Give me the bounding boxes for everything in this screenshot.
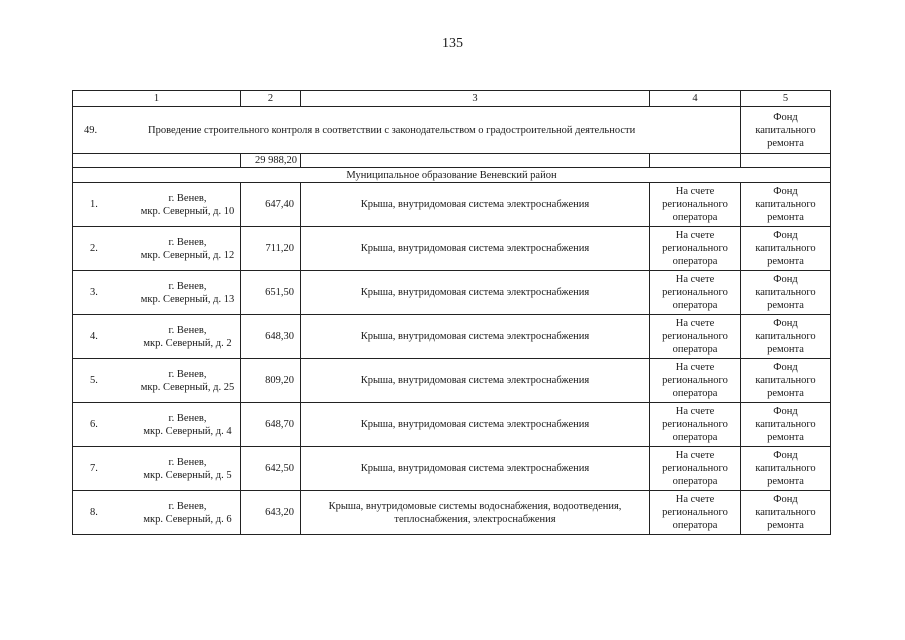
row-address-line: мкр. Северный, д. 10 xyxy=(140,205,235,217)
row-area: 648,70 xyxy=(241,403,301,447)
row-address xyxy=(138,236,237,262)
row-account-line: регионального xyxy=(662,199,728,210)
row-work-type xyxy=(301,315,650,359)
column-number-row xyxy=(73,91,831,107)
row-account xyxy=(650,491,741,535)
row-address xyxy=(138,412,237,438)
row-account xyxy=(650,183,741,227)
table-row xyxy=(73,491,831,535)
row-work-type xyxy=(301,447,650,491)
row-cell-address xyxy=(73,447,241,491)
row-account-line: На счете xyxy=(675,406,715,417)
item-49-sum-row xyxy=(73,154,831,168)
row-address-line: г. Венев, xyxy=(168,192,207,204)
row-number: 6. xyxy=(90,419,98,430)
row-address xyxy=(138,500,237,526)
row-account-line: оператора xyxy=(672,256,718,267)
row-fund-line: ремонта xyxy=(767,432,804,443)
row-account xyxy=(650,359,741,403)
row-work-type-line: теплоснабжения, электроснабжения xyxy=(394,513,556,525)
row-account-line: На счете xyxy=(675,186,715,197)
row-account-line: На счете xyxy=(675,494,715,505)
row-cell-address xyxy=(73,491,241,535)
row-address xyxy=(138,456,237,482)
row-address-line: г. Венев, xyxy=(168,280,207,292)
row-cell-address xyxy=(73,227,241,271)
table-row xyxy=(73,403,831,447)
row-fund xyxy=(741,403,831,447)
row-address-line: мкр. Северный, д. 5 xyxy=(143,469,232,481)
row-account-line: На счете xyxy=(675,362,715,373)
row-work-type-line: Крыша, внутридомовая система электроснабжения xyxy=(360,243,590,254)
row-work-type-line: Крыша, внутридомовая система электроснабжения xyxy=(360,375,590,386)
row-account-line: На счете xyxy=(675,318,715,329)
row-fund-line: капитального xyxy=(755,419,816,430)
row-fund-line: ремонта xyxy=(767,256,804,267)
row-fund-line: ремонта xyxy=(767,476,804,487)
municipality-row xyxy=(73,168,831,183)
row-fund xyxy=(741,183,831,227)
row-work-type-line: Крыша, внутридомовая система электроснабжения xyxy=(360,331,590,342)
row-account-line: регионального xyxy=(662,375,728,386)
row-account xyxy=(650,271,741,315)
row-account-line: оператора xyxy=(672,212,718,223)
row-address-line: мкр. Северный, д. 25 xyxy=(140,381,235,393)
row-account-line: На счете xyxy=(675,274,715,285)
row-account-line: регионального xyxy=(662,287,728,298)
row-work-type-line: Крыша, внутридомовая система электроснабжения xyxy=(360,463,590,474)
row-number: 4. xyxy=(90,331,98,342)
row-fund-line: капитального xyxy=(755,375,816,386)
row-work-type-line: Крыша, внутридомовая система электроснабжения xyxy=(360,199,590,210)
row-fund-line: Фонд xyxy=(773,450,798,461)
table-row xyxy=(73,271,831,315)
row-account xyxy=(650,227,741,271)
row-fund xyxy=(741,447,831,491)
column-header: 2 xyxy=(241,91,301,107)
row-area: 809,20 xyxy=(241,359,301,403)
row-fund-line: капитального xyxy=(755,287,816,298)
row-account xyxy=(650,403,741,447)
row-address-line: мкр. Северный, д. 12 xyxy=(140,249,235,261)
row-account xyxy=(650,447,741,491)
row-address-line: г. Венев, xyxy=(168,456,207,468)
row-cell-address xyxy=(73,403,241,447)
row-fund-line: капитального xyxy=(755,463,816,474)
item-49-fund: Фонд капитального ремонта xyxy=(741,107,831,154)
row-work-type xyxy=(301,403,650,447)
row-work-type xyxy=(301,227,650,271)
row-work-type xyxy=(301,491,650,535)
capital-repair-table xyxy=(72,90,831,535)
row-fund xyxy=(741,491,831,535)
row-fund-line: Фонд xyxy=(773,362,798,373)
row-fund-line: капитального xyxy=(755,507,816,518)
row-area: 648,30 xyxy=(241,315,301,359)
table-row xyxy=(73,227,831,271)
empty-cell xyxy=(741,154,831,168)
table-row xyxy=(73,359,831,403)
row-area: 642,50 xyxy=(241,447,301,491)
row-address xyxy=(138,280,237,306)
row-work-type-line: Крыша, внутридомовые системы водоснабжения, водоотведения, xyxy=(328,500,622,512)
column-header: 5 xyxy=(741,91,831,107)
row-account-line: регионального xyxy=(662,463,728,474)
item-49-cell xyxy=(73,107,741,154)
row-account-line: регионального xyxy=(662,331,728,342)
row-address-line: г. Венев, xyxy=(168,412,207,424)
row-account-line: регионального xyxy=(662,243,728,254)
row-work-type-line: Крыша, внутридомовая система электроснабжения xyxy=(360,419,590,430)
row-address-line: мкр. Северный, д. 6 xyxy=(143,513,232,525)
row-area: 647,40 xyxy=(241,183,301,227)
row-fund-line: Фонд xyxy=(773,274,798,285)
row-fund-line: Фонд xyxy=(773,494,798,505)
row-account-line: оператора xyxy=(672,476,718,487)
row-account-line: На счете xyxy=(675,450,715,461)
row-cell-address xyxy=(73,315,241,359)
row-fund-line: ремонта xyxy=(767,520,804,531)
row-account-line: регионального xyxy=(662,419,728,430)
page-number: 135 xyxy=(442,36,463,51)
row-account-line: оператора xyxy=(672,432,718,443)
row-fund xyxy=(741,271,831,315)
row-number: 3. xyxy=(90,287,98,298)
row-account-line: регионального xyxy=(662,507,728,518)
row-fund-line: ремонта xyxy=(767,344,804,355)
row-address xyxy=(138,368,237,394)
row-work-type xyxy=(301,359,650,403)
row-fund-line: капитального xyxy=(755,199,816,210)
row-number: 7. xyxy=(90,463,98,474)
row-address-line: мкр. Северный, д. 4 xyxy=(143,425,232,437)
row-address-line: мкр. Северный, д. 2 xyxy=(143,337,232,349)
row-fund xyxy=(741,227,831,271)
row-work-type xyxy=(301,271,650,315)
row-work-type-line: Крыша, внутридомовая система электроснабжения xyxy=(360,287,590,298)
row-number: 1. xyxy=(90,199,98,210)
row-fund-line: капитального xyxy=(755,331,816,342)
empty-cell xyxy=(73,154,241,168)
row-fund-line: Фонд xyxy=(773,406,798,417)
row-address xyxy=(138,324,237,350)
row-account-line: оператора xyxy=(672,344,718,355)
empty-cell xyxy=(301,154,650,168)
item-49-row xyxy=(73,107,831,154)
row-work-type xyxy=(301,183,650,227)
row-fund-line: капитального xyxy=(755,243,816,254)
row-area: 643,20 xyxy=(241,491,301,535)
item-49-number: 49. xyxy=(84,124,98,136)
row-address-line: мкр. Северный, д. 13 xyxy=(140,293,235,305)
row-account-line: оператора xyxy=(672,388,718,399)
table-row xyxy=(73,315,831,359)
row-account-line: оператора xyxy=(672,520,718,531)
item-49-amount: 29 988,20 xyxy=(241,154,301,168)
row-fund-line: Фонд xyxy=(773,186,798,197)
row-address-line: г. Венев, xyxy=(168,500,207,512)
row-fund-line: ремонта xyxy=(767,388,804,399)
row-area: 711,20 xyxy=(241,227,301,271)
row-fund-line: Фонд xyxy=(773,318,798,329)
row-number: 8. xyxy=(90,507,98,518)
row-cell-address xyxy=(73,183,241,227)
item-49-description: Проведение строительного контроля в соответствии с законодательством о градостроительной деятельности xyxy=(148,124,636,136)
row-address xyxy=(138,192,237,218)
row-cell-address xyxy=(73,271,241,315)
column-header: 4 xyxy=(650,91,741,107)
row-fund-line: Фонд xyxy=(773,230,798,241)
row-number: 2. xyxy=(90,243,98,254)
table-row xyxy=(73,183,831,227)
row-fund-line: ремонта xyxy=(767,212,804,223)
row-number: 5. xyxy=(90,375,98,386)
row-account-line: На счете xyxy=(675,230,715,241)
row-area: 651,50 xyxy=(241,271,301,315)
row-address-line: г. Венев, xyxy=(168,368,207,380)
empty-cell xyxy=(650,154,741,168)
row-fund xyxy=(741,359,831,403)
column-header: 1 xyxy=(73,91,241,107)
row-cell-address xyxy=(73,359,241,403)
row-address-line: г. Венев, xyxy=(168,324,207,336)
row-fund-line: ремонта xyxy=(767,300,804,311)
row-account-line: оператора xyxy=(672,300,718,311)
column-header: 3 xyxy=(301,91,650,107)
municipality-title: Муниципальное образование Веневский район xyxy=(73,168,831,183)
row-address-line: г. Венев, xyxy=(168,236,207,248)
row-account xyxy=(650,315,741,359)
table-row xyxy=(73,447,831,491)
row-fund xyxy=(741,315,831,359)
